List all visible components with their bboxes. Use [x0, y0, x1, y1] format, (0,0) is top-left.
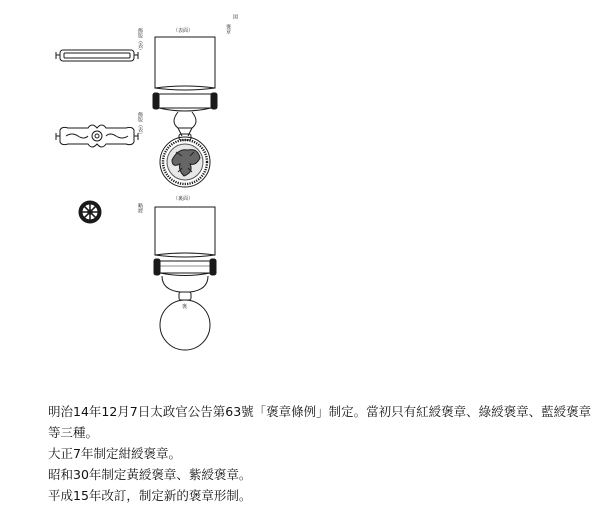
decorative-bar-front: [56, 50, 138, 61]
front-suspension: [174, 112, 196, 140]
front-medal-disc: [160, 137, 210, 187]
front-face-label: （表面）: [173, 28, 194, 34]
rosette-label: 略綬: [137, 203, 143, 213]
caption-line: 大正7年制定紺綬褒章。: [48, 446, 181, 461]
bar-front-label: 飾版（表）: [137, 28, 143, 53]
front-ribbon: [155, 37, 215, 90]
figure-title-mark: 図: [232, 14, 238, 19]
caption-line: 平成15年改訂，制定新的褒章形制。: [48, 488, 252, 503]
medal-back-mark: 褒: [182, 304, 188, 310]
front-clasp: [153, 93, 217, 111]
back-suspension: [162, 276, 208, 300]
caption-text: [48, 401, 598, 506]
bar-back-label: 飾版（表）: [137, 112, 143, 137]
back-clasp: [154, 259, 216, 276]
figure-title: 褒章: [225, 24, 231, 34]
caption-line: 昭和30年制定黃綬褒章、紫綬褒章。: [48, 467, 252, 482]
decorative-bar-ornate: [56, 125, 138, 147]
back-face-label: （裏面）: [173, 196, 194, 202]
rosette-ribbon: [79, 201, 101, 223]
caption-line: 明治14年12月7日太政官公告第63號「褒章條例」制定。當初只有紅綬褒章、綠綬褒章、藍綬褒章等三種。: [48, 404, 592, 440]
back-ribbon: [155, 207, 215, 257]
